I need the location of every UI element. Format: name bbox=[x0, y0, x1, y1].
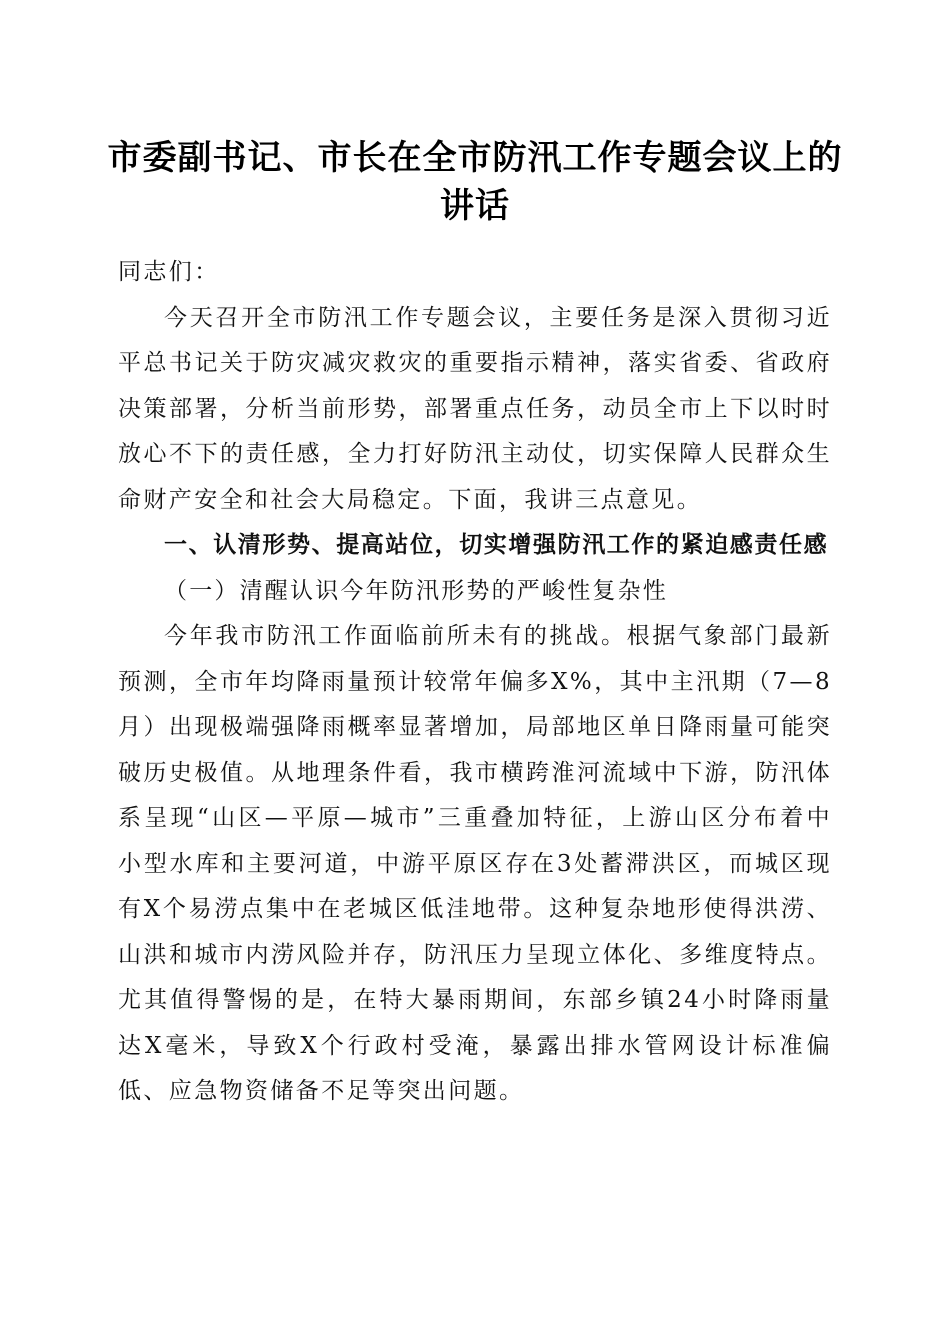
salutation: 同志们： bbox=[118, 259, 220, 285]
subsection-paragraph-1: 今年我市防汛工作面临前所未有的挑战。根据气象部门最新预测，全市年均降雨量预计较常年偏多X%，其中主汛期（7—8月）出现极端强降雨概率显著增加，局部地区单日降雨量可能突破历史极值。从地理条件看，我市横跨淮河流域中下游，防汛体系呈现“山区—平原—城市”三重叠加特征，上游山区分布着中小型水库和主要河道，中游平原区存在3处蓄滞洪区，而城区现有X个易涝点集中在老城区低洼地带。这种复杂地形使得洪涝、山洪和城市内涝风险并存，防汛压力呈现立体化、多维度特点。尤其值得警惕的是，在特大暴雨期间，东部乡镇24小时降雨量达X毫米，导致X个行政村受淹，暴露出排水管网设计标准偏低、应急物资储备不足等突出问题。 bbox=[118, 623, 832, 1104]
section-heading-1: 一、认清形势、提高站位，切实增强防汛工作的紧迫感责任感 bbox=[164, 532, 829, 558]
document-body bbox=[118, 250, 832, 1115]
subsection-heading-1: （一）清醒认识今年防汛形势的严峻性复杂性 bbox=[164, 577, 668, 604]
intro-paragraph: 今天召开全市防汛工作专题会议，主要任务是深入贯彻习近平总书记关于防灾减灾救灾的重要指示精神，落实省委、省政府决策部署，分析当前形势，部署重点任务，动员全市上下以时时放心不下的责任感，全力打好防汛主动仗，切实保障人民群众生命财产安全和社会大局稳定。下面，我讲三点意见。 bbox=[118, 304, 832, 513]
document-title: 市委副书记、市长在全市防汛工作专题会议上的讲话 bbox=[107, 138, 843, 226]
